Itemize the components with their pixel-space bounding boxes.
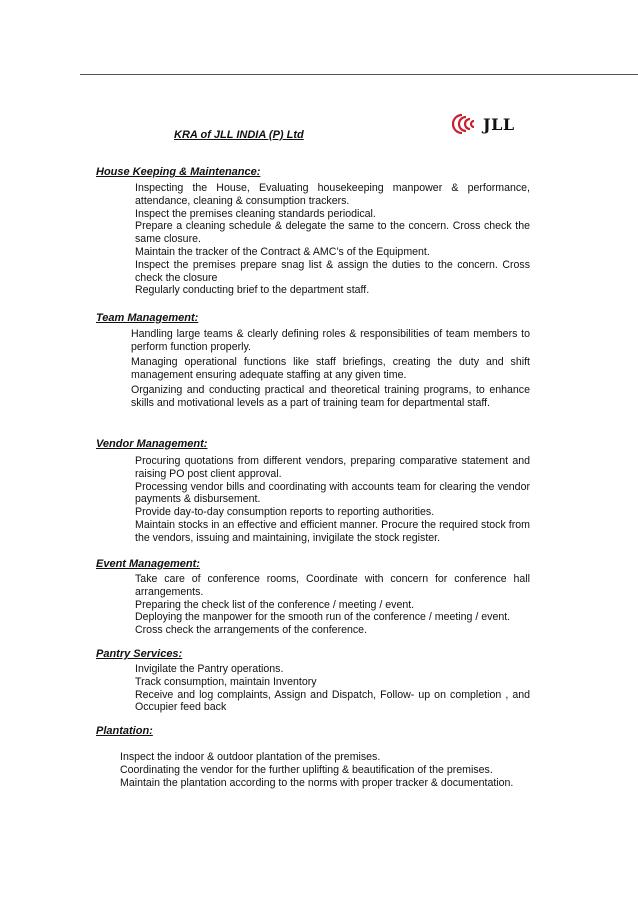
list-item-text: Track consumption, maintain Inventory <box>135 675 317 688</box>
list-item-text: Procuring quotations from different vendors, preparing comparative statement and raising PO post client approval. <box>135 455 530 480</box>
list-item <box>135 259 530 285</box>
list-item <box>135 246 530 259</box>
list-item-text: Maintain the plantation according to the norms with proper tracker & documentation. <box>120 776 514 789</box>
list-item <box>135 506 530 519</box>
list-item-text: Regularly conducting brief to the department staff. <box>135 284 370 297</box>
logo-wordmark: JLL <box>483 114 515 134</box>
list-item-text: Coordinating the vendor for the further uplifting & beautification of the premises. <box>120 763 493 776</box>
section-heading: House Keeping & Maintenance: <box>96 166 261 178</box>
section-heading: Event Management: <box>96 558 200 570</box>
list-item-text: Cross check the arrangements of the conference. <box>135 624 368 637</box>
list-item <box>120 764 530 777</box>
jll-logo <box>452 112 515 136</box>
list-item <box>135 611 530 624</box>
vendor-list <box>96 455 530 545</box>
pantry-list <box>96 663 530 714</box>
list-item <box>135 689 530 715</box>
team-list <box>96 328 530 410</box>
list-item <box>135 663 530 676</box>
section-plantation <box>96 725 530 789</box>
housekeeping-list <box>96 182 530 297</box>
jll-logo-icon <box>452 113 480 135</box>
list-item-text: Handling large teams & clearly defining roles & responsibilities of team members to perform function properly. <box>131 328 530 353</box>
list-item <box>120 777 530 790</box>
list-item-text: Managing operational functions like staff briefings, creating the duty and shift management ensuring adequate staffing at any given time. <box>131 356 530 381</box>
list-item-text: Take care of conference rooms, Coordinate with concern for conference hall arrangements. <box>135 573 530 598</box>
section-housekeeping <box>96 166 530 297</box>
plantation-list <box>96 751 530 789</box>
list-item <box>135 481 530 507</box>
list-item-text: Inspecting the House, Evaluating housekeeping manpower & performance, attendance, cleaning & consumption trackers. <box>135 182 530 207</box>
list-item <box>135 519 530 545</box>
list-item-text: Provide day-to-day consumption reports to reporting authorities. <box>135 506 435 519</box>
list-item <box>135 208 530 221</box>
list-item <box>131 328 530 354</box>
section-team <box>96 312 530 413</box>
list-item-text: Receive and log complaints, Assign and Dispatch, Follow- up on completion , and Occupier feed back <box>135 688 530 714</box>
document-title: KRA of JLL INDIA (P) Ltd <box>174 129 304 141</box>
event-list <box>96 573 530 637</box>
list-item <box>135 220 530 246</box>
list-item-text: Inspect the premises prepare snag list & assign the duties to the concern. Cross check the closure <box>135 258 530 284</box>
list-item-text: Invigilate the Pantry operations. <box>135 663 284 675</box>
list-item <box>135 573 530 599</box>
section-heading: Plantation: <box>96 725 153 737</box>
section-heading: Pantry Services: <box>96 648 183 660</box>
list-item <box>135 599 530 612</box>
list-item-text: Maintain the tracker of the Contract & AMC’s of the Equipment. <box>135 245 430 258</box>
list-item-text: Inspect the premises cleaning standards periodical. <box>135 207 376 220</box>
list-item <box>135 676 530 689</box>
list-item-text: Preparing the check list of the conference / meeting / event. <box>135 598 415 611</box>
list-item-text: Organizing and conducting practical and theoretical training programs, to enhance skills and motivational levels as a part of training team for departmental staff. <box>131 384 530 410</box>
list-item <box>131 384 530 410</box>
list-item <box>120 751 530 764</box>
section-heading: Vendor Management: <box>96 438 208 450</box>
list-item <box>135 624 530 637</box>
list-item-text: Inspect the indoor & outdoor plantation of the premises. <box>120 751 381 763</box>
list-item-text: Deploying the manpower for the smooth run of the conference / meeting / event. <box>135 611 511 624</box>
section-pantry <box>96 648 530 714</box>
header-rule <box>80 74 638 75</box>
list-item-text: Maintain stocks in an effective and efficient manner. Procure the required stock from the vendors, issuing and maintaining, invigilate the stock register. <box>135 518 530 544</box>
list-item <box>135 284 530 297</box>
list-item-text: Prepare a cleaning schedule & delegate the same to the concern. Cross check the same closure. <box>135 220 530 246</box>
list-item-text: Processing vendor bills and coordinating with accounts team for clearing the vendor payments & disbursement. <box>135 480 530 506</box>
section-heading: Team Management: <box>96 312 199 324</box>
list-item <box>135 182 530 208</box>
list-item <box>131 356 530 382</box>
section-event <box>96 558 530 637</box>
list-item <box>135 455 530 481</box>
section-vendor <box>96 438 530 545</box>
